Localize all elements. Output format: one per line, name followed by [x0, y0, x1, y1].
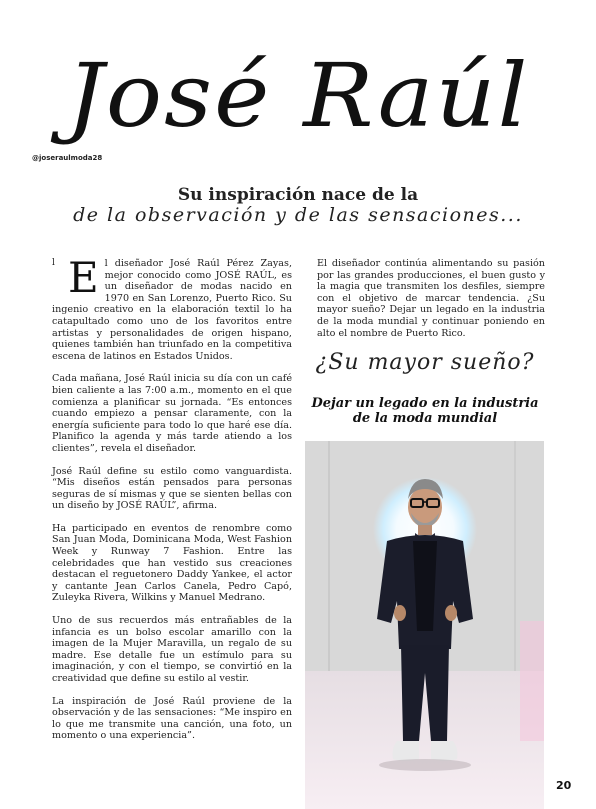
- article-paragraph: [52, 253, 292, 362]
- article-left-column: [52, 253, 292, 753]
- page-number: 20: [556, 779, 572, 792]
- article-paragraph: Cada mañana, José Raúl inicia su día con un café bien caliente a las 7:00 a.m., momento en el que comienza a planificar su jornada. “Es entonces cuando empiezo a pensar claramente, con la energía suficiente para todo lo que haré ese día. Planifico la agenda y más tarde atiendo a los clientes”, revela el diseñador.: [52, 373, 292, 454]
- paragraph-text: l diseñador José Raúl Pérez Zayas, mejor conocido como JOSÉ RAÚL, es un diseñador de modas nacido en 1970 en San Lorenzo, Puerto Rico. Su ingenio creativo en la elaboración textil lo ha catapultado como uno de los favoritos entre artistas y personalidades de origen hispano, quienes también han triunfado en la competitiva escena de latinos en Estados Unidos.: [52, 258, 292, 362]
- article-paragraph: José Raúl define su estilo como vanguardista. “Mis diseños están pensados para personas seguras de sí mismas y que se sienten bellas con un diseño by JOSÉ RAÚL”, afirma.: [52, 465, 292, 512]
- subtitle-line-1: Su inspiración nace de la: [177, 185, 419, 205]
- subtitle-line-2: de la observación y de las sensaciones...: [73, 204, 523, 226]
- drop-cap: E: [68, 253, 99, 302]
- pullquote-question: ¿Su mayor sueño?: [315, 350, 535, 375]
- article-paragraph: El diseñador continúa alimentando su pasión por las grandes producciones, el buen gusto y la magia que transmiten los desfiles, siempre con el objetivo de marcar tendencia. ¿Su mayor sueño? Dejar un legado en la industria de la moda mundial y continuar poniendo en alto el nombre de Puerto Rico.: [317, 258, 545, 339]
- column-start-mark: l: [52, 258, 55, 268]
- article-paragraph: Ha participado en eventos de renombre como San Juan Moda, Dominicana Moda, West Fashion Week y Runway 7 Fashion. Entre las celebridades que han vestido sus creaciones destacan el reguetonero Daddy Yankee, el actor y cantante Jean Carlos Canela, Pedro Capó, Zuleyka Rivera, Wilkins y Manuel Medrano.: [52, 522, 292, 604]
- portrait-photo-icon: [305, 441, 544, 809]
- pullquote-answer-line-2: de la moda mundial: [352, 411, 498, 426]
- article-right-column: [317, 258, 545, 350]
- article-paragraph: La inspiración de José Raúl proviene de la observación y de las sensaciones: “Me inspiro en lo que me transmite una canción, una foto, un momento o una experiencia”.: [52, 695, 292, 742]
- pullquote-answer-line-1: Dejar un legado en la industria: [311, 396, 539, 411]
- designer-photo: [305, 441, 544, 809]
- article-paragraph: Uno de sus recuerdos más entrañables de la infancia es un bolso escolar amarillo con la imagen de la Mujer Maravilla, un regalo de su madre. Ese detalle fue un estímulo para su imaginación, y con el tiempo, se convirtió en la creatividad que define su estilo al vestir.: [52, 615, 292, 684]
- pullquote-answer: [305, 396, 545, 426]
- instagram-handle: @joseraulmoda28: [32, 154, 103, 162]
- page-title: José Raúl: [66, 44, 530, 147]
